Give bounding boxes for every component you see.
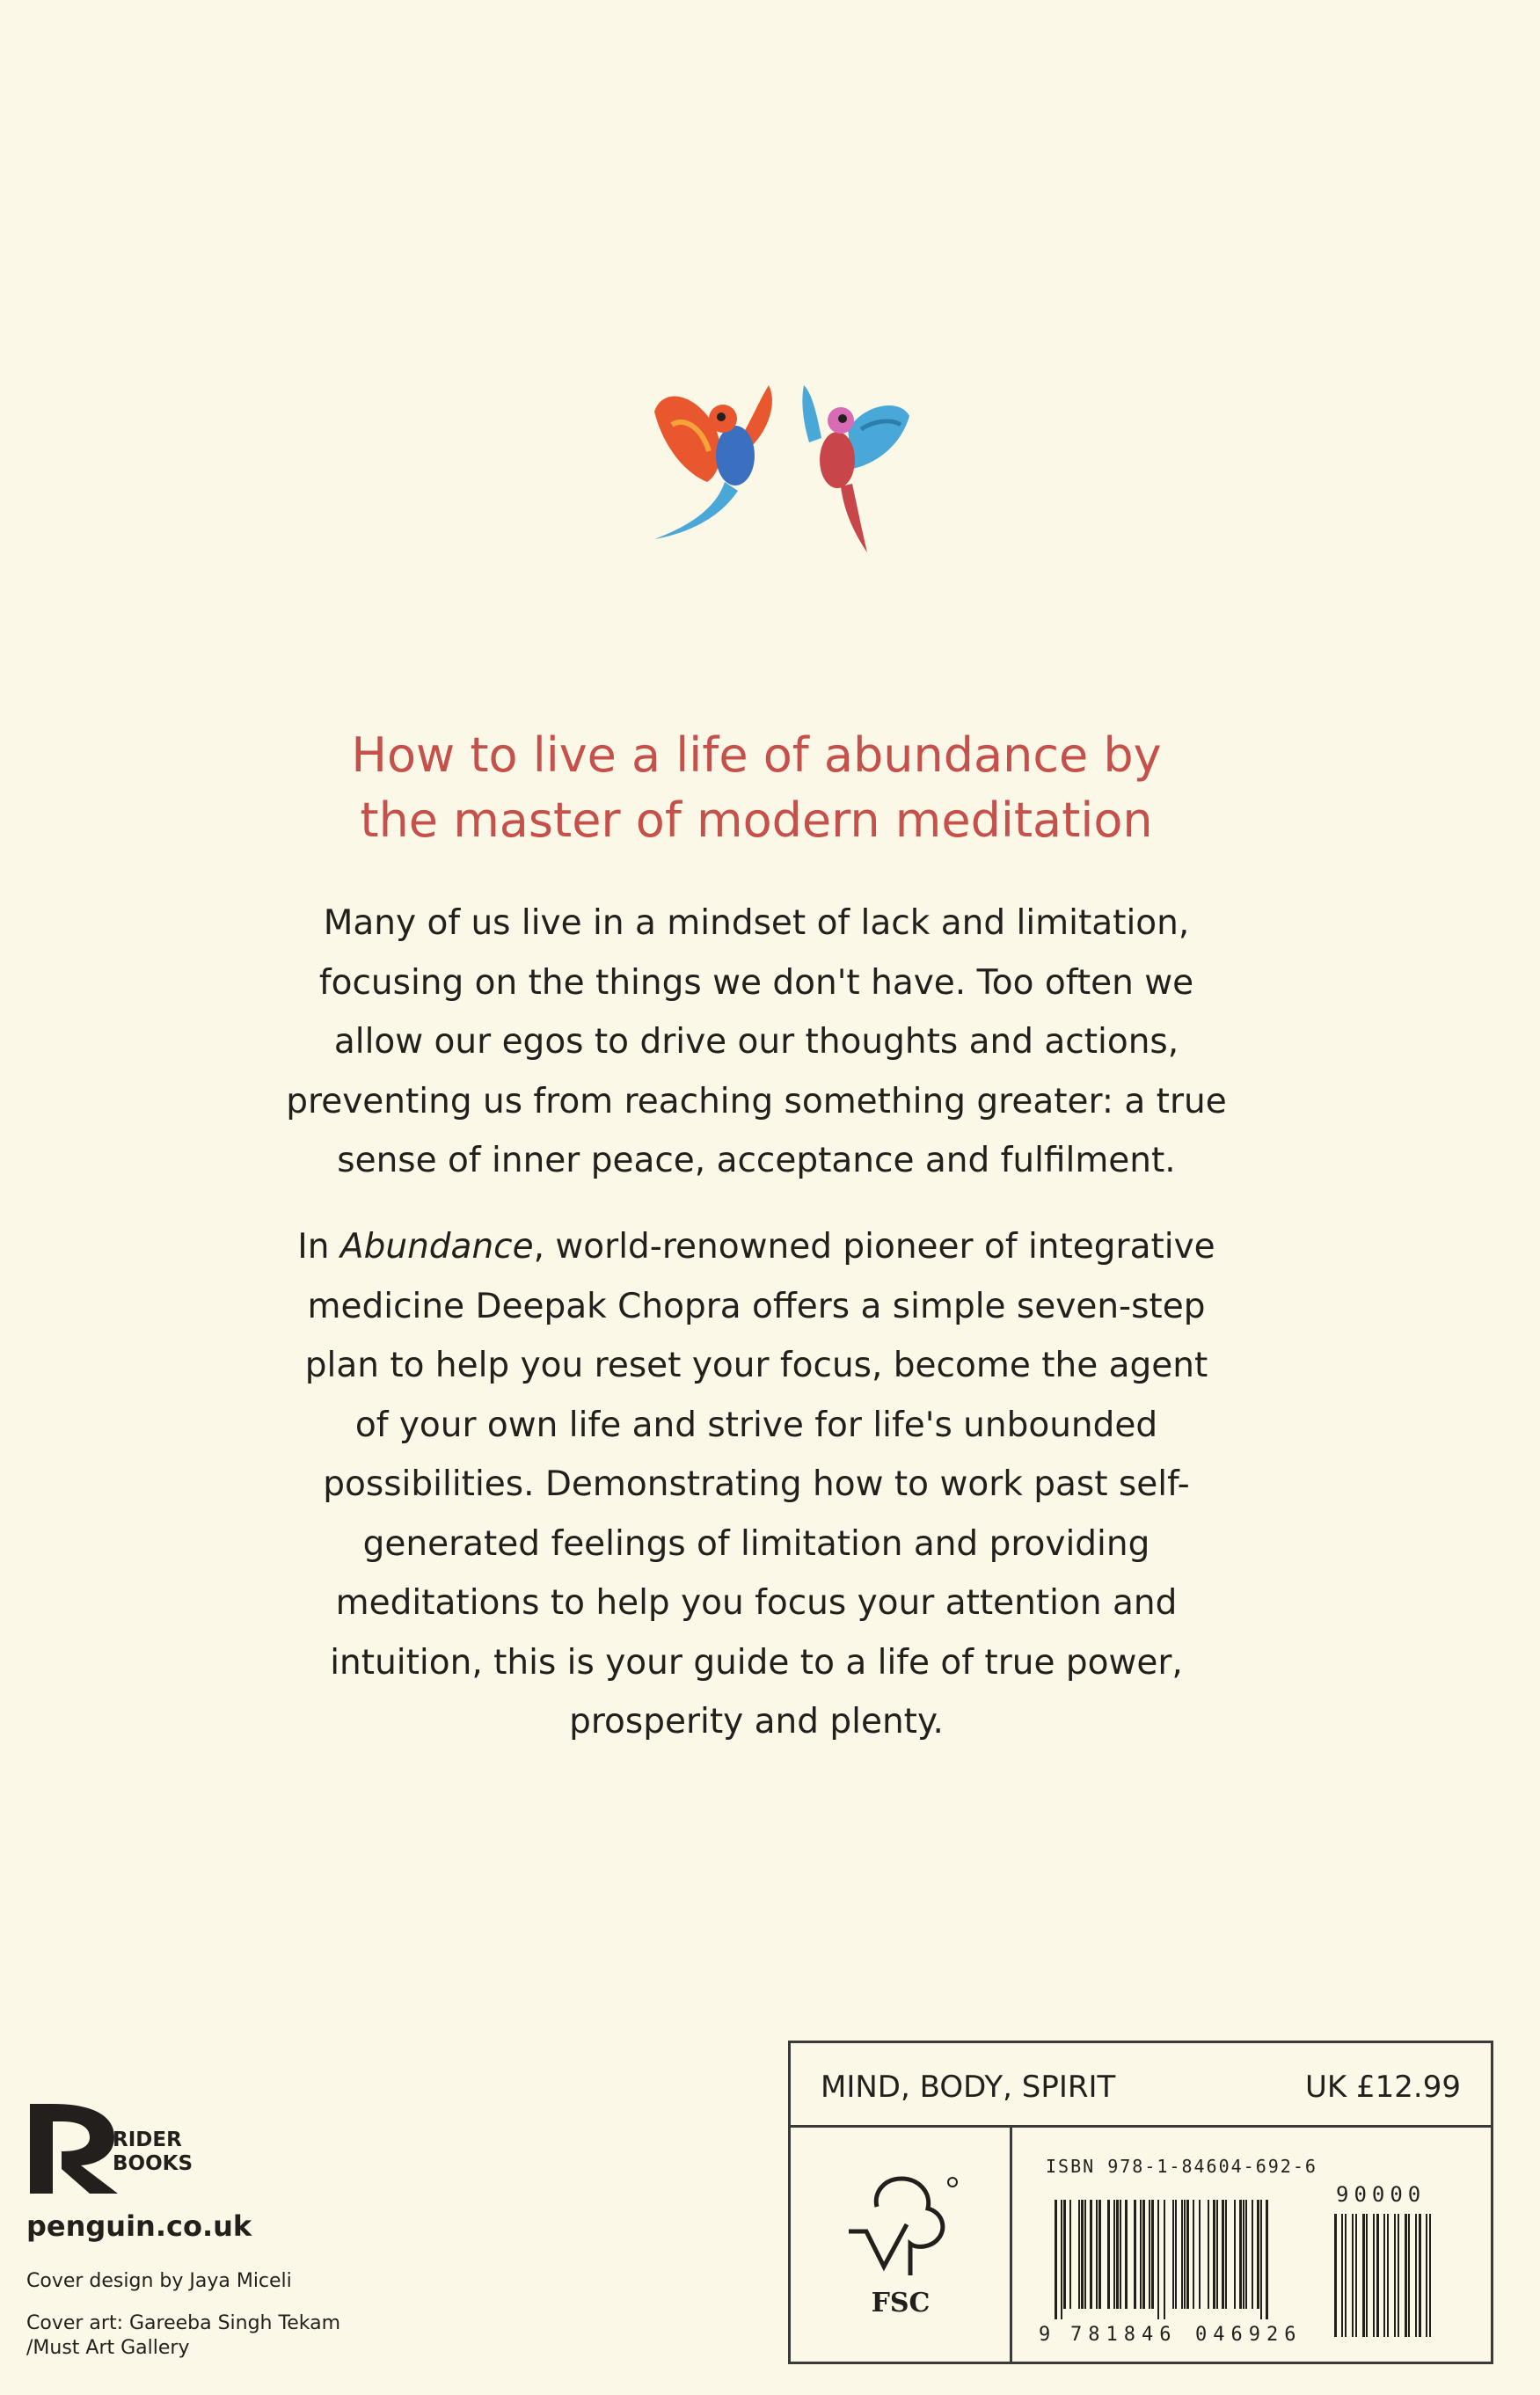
barcode-bar: [1222, 2200, 1224, 2309]
headline-line: How to live a life of abundance by: [351, 727, 1162, 783]
barcode-bar: [1193, 2200, 1194, 2309]
barcode-bar: [1090, 2200, 1092, 2309]
text-line: possibilities. Demonstrating how to work past self-: [323, 1464, 1190, 1504]
text-line: intuition, this is your guide to a life of true power,: [330, 1642, 1183, 1683]
addon-barcode-bar: [1426, 2214, 1427, 2337]
credit-line: Cover art: Gareeba Singh Tekam: [26, 2312, 340, 2334]
price-box: [788, 2041, 1493, 2364]
addon-barcode-bar: [1341, 2214, 1343, 2337]
text-span: In: [297, 1227, 340, 1267]
barcode-bar: [1213, 2200, 1215, 2309]
barcode-bar: [1216, 2200, 1218, 2309]
barcode-bar: [1172, 2200, 1174, 2309]
barcode-bar: [1149, 2200, 1150, 2309]
barcode-bar: [1239, 2200, 1242, 2309]
barcode-bar: [1164, 2200, 1165, 2319]
text-line: preventing us from reaching something greater: a true: [286, 1081, 1227, 1121]
text-line: medicine Deepak Chopra offers a simple seven-step: [307, 1286, 1206, 1326]
barcode-bar: [1260, 2200, 1262, 2319]
addon-barcode-bar: [1362, 2214, 1365, 2337]
text-line: Many of us live in a mindset of lack and limitation,: [323, 903, 1190, 943]
text-line: allow our egos to drive our thoughts and actions,: [333, 1022, 1179, 1062]
addon-digits: 90000: [1336, 2182, 1427, 2207]
fsc-cell: [791, 2128, 1012, 2362]
addon-barcode-bar: [1352, 2214, 1354, 2337]
addon-barcode-bar: [1429, 2214, 1431, 2337]
blurb-paragraph-1: [246, 894, 1266, 1191]
barcode-bar: [1252, 2200, 1253, 2309]
addon-barcode-bar: [1387, 2214, 1389, 2337]
text-line: [246, 1217, 1266, 1277]
barcode-bar: [1061, 2200, 1062, 2319]
headline-line: the master of modern meditation: [360, 792, 1153, 848]
text-line: of your own life and strive for life's unbounded: [354, 1405, 1158, 1445]
barcode-bar: [1142, 2200, 1145, 2309]
barcode-bar: [1140, 2200, 1142, 2309]
addon-barcode-bar: [1366, 2214, 1368, 2337]
price-label: UK £12.99: [1305, 2070, 1461, 2105]
text-line: sense of inner peace, acceptance and fulfilment.: [337, 1141, 1176, 1180]
barcode-bar: [1107, 2200, 1110, 2309]
fsc-tree-icon: [840, 2170, 963, 2293]
text-line: meditations to help you focus your attention and: [335, 1583, 1178, 1623]
addon-barcode-bar: [1405, 2214, 1407, 2337]
barcode-digit: 9: [1039, 2324, 1051, 2346]
barcode-bar: [1175, 2200, 1177, 2309]
isbn-number: ISBN 978-1-84604-692-6: [1046, 2156, 1317, 2177]
barcode-bar: [1096, 2200, 1098, 2309]
barcode-bar: [1257, 2200, 1259, 2309]
barcode-bar: [1208, 2200, 1209, 2309]
addon-barcode-bar: [1398, 2214, 1399, 2337]
text-line: prosperity and plenty.: [569, 1702, 944, 1741]
barcode-bar: [1113, 2200, 1115, 2309]
barcode-digits: 781846: [1070, 2324, 1178, 2346]
addon-barcode-bar: [1345, 2214, 1347, 2337]
right-bird-icon: [802, 385, 909, 552]
barcode-bar: [1063, 2200, 1066, 2309]
barcode-bar: [1234, 2200, 1236, 2309]
imprint-line: BOOKS: [113, 2152, 193, 2175]
barcode-bar: [1243, 2200, 1244, 2309]
text-line: plan to help you reset your focus, become the agent: [304, 1346, 1208, 1385]
publisher-website: penguin.co.uk: [26, 2209, 252, 2243]
barcode-bar: [1181, 2200, 1183, 2309]
imprint-line: RIDER: [113, 2128, 182, 2151]
barcode-bar: [1245, 2200, 1247, 2309]
barcode-bar: [1125, 2200, 1128, 2309]
addon-barcode-bar: [1419, 2214, 1421, 2337]
barcode-digits: 046926: [1195, 2324, 1303, 2346]
birds-illustration: [637, 376, 927, 561]
book-title: Abundance: [339, 1227, 534, 1267]
rider-books-logo-icon: [26, 2100, 120, 2197]
cover-art-credit: [26, 2311, 340, 2361]
text-line: focusing on the things we don't have. Too often we: [318, 962, 1194, 1003]
category-label: MIND, BODY, SPIRIT: [821, 2070, 1116, 2105]
text-span: , world-renowned pioneer of integrative: [533, 1227, 1215, 1267]
barcode-bar: [1078, 2200, 1080, 2309]
addon-barcode-bar: [1383, 2214, 1385, 2337]
barcode-bar: [1084, 2200, 1086, 2309]
left-bird-icon: [654, 385, 772, 539]
cover-design-credit: Cover design by Jaya Miceli: [26, 2270, 292, 2292]
blurb-paragraph-2: [246, 1217, 1266, 1752]
barcode-bar: [1134, 2200, 1136, 2309]
addon-barcode-bar: [1376, 2214, 1379, 2337]
addon-barcode-bar: [1373, 2214, 1375, 2337]
barcode-bar: [1266, 2200, 1268, 2319]
barcode-bar: [1081, 2200, 1084, 2309]
barcode-bar: [1186, 2200, 1189, 2309]
addon-barcode-bar: [1394, 2214, 1396, 2337]
barcode-bar: [1069, 2200, 1071, 2309]
addon-barcode-bar: [1408, 2214, 1410, 2337]
barcode-bar: [1225, 2200, 1227, 2309]
barcode-bar: [1120, 2200, 1121, 2309]
addon-barcode-bar: [1415, 2214, 1417, 2337]
barcode-bar: [1116, 2200, 1119, 2309]
imprint-name: [113, 2128, 193, 2176]
barcode-bar: [1098, 2200, 1101, 2309]
text-line: generated feelings of limitation and providing: [362, 1523, 1150, 1564]
addon-barcode-bar: [1334, 2214, 1337, 2337]
addon-barcode-bar: [1355, 2214, 1357, 2337]
barcode-bar: [1151, 2200, 1154, 2309]
barcode-bar: [1184, 2200, 1186, 2309]
fsc-label: FSC: [871, 2288, 931, 2318]
price-box-header: [791, 2043, 1491, 2128]
barcode-bar: [1199, 2200, 1201, 2309]
barcode-bar: [1055, 2200, 1057, 2319]
barcode-bar: [1157, 2200, 1159, 2319]
credit-line: /Must Art Gallery: [26, 2337, 190, 2359]
headline: [220, 723, 1293, 853]
